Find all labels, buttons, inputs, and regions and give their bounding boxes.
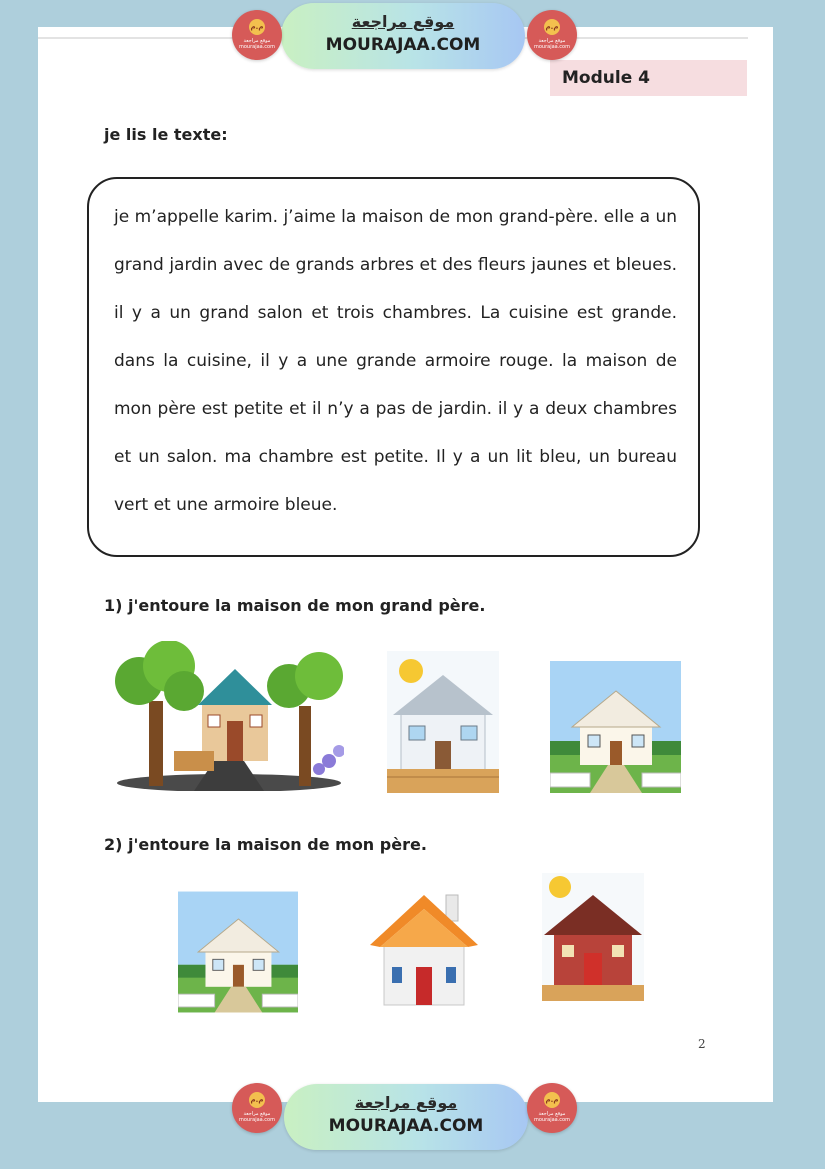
worksheet-page (38, 27, 773, 1102)
logo-icon: م.م (544, 19, 560, 35)
site-banner-top[interactable] (281, 3, 525, 69)
page-number: 2 (698, 1037, 706, 1051)
site-logo-badge: م.م موقع مراجعة mourajaa.com (527, 10, 577, 60)
orange-roof-house-icon[interactable] (368, 887, 480, 1009)
reading-heading: je lis le texte: (104, 125, 228, 144)
reading-text: je m’appelle karim. j’aime la maison de mon grand-père. elle a un grand jardin avec de grands arbres et des fleurs jaunes et bleues. il y a un grand salon et trois chambres. La cuisine est grande. dans la cuisine, il y a une grande armoire rouge. la maison de mon père est petite et il n’y a pas de jardin. il y a deux chambres et un salon. ma chambre est petite. Il y a un lit bleu, un bureau vert et une armoire bleue. (114, 207, 677, 515)
house-with-garden-icon[interactable] (178, 891, 298, 1013)
reading-text-box (87, 177, 700, 557)
banner-site-url[interactable]: MOURAJAA.COM (325, 35, 481, 55)
question-2: 2) j'entoure la maison de mon père. (104, 835, 427, 854)
question-1: 1) j'entoure la maison de mon grand père. (104, 596, 486, 615)
logo-icon: م.م (249, 1092, 265, 1108)
module-label: Module 4 (550, 60, 747, 96)
red-brick-house-icon[interactable] (542, 873, 644, 1001)
site-logo-badge: م.م موقع مراجعة mourajaa.com (232, 10, 282, 60)
site-banner-bottom[interactable] (284, 1084, 528, 1150)
small-white-house-icon[interactable] (387, 651, 499, 793)
banner-arabic-title: موقع مراجعة (351, 12, 455, 31)
house-with-garden-icon[interactable] (550, 661, 681, 793)
logo-icon: م.م (249, 19, 265, 35)
site-logo-badge: م.م موقع مراجعة mourajaa.com (527, 1083, 577, 1133)
banner-arabic-title: موقع مراجعة (354, 1093, 458, 1112)
logo-icon: م.م (544, 1092, 560, 1108)
banner-site-url[interactable]: MOURAJAA.COM (328, 1116, 484, 1136)
site-logo-badge: م.م موقع مراجعة mourajaa.com (232, 1083, 282, 1133)
house-with-trees-icon[interactable] (114, 641, 344, 791)
